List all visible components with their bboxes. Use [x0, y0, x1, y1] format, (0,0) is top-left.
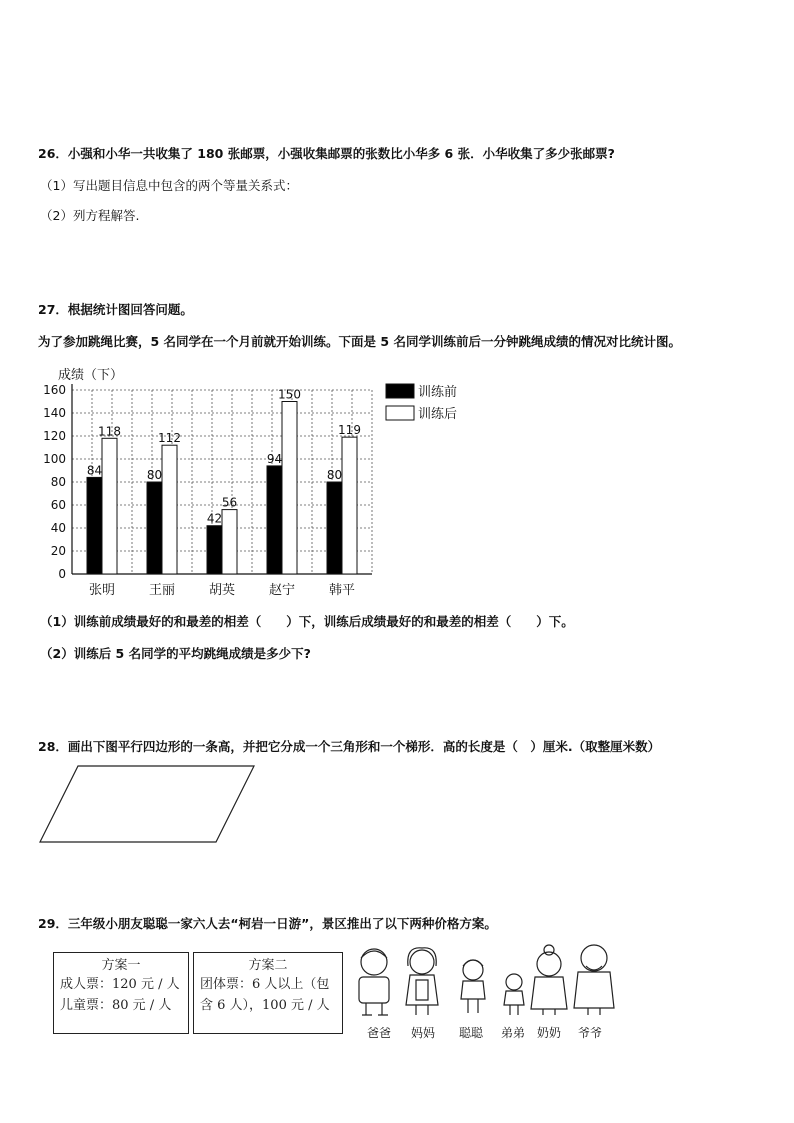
congcong-figure: [461, 960, 485, 1013]
data-label: 118: [98, 424, 121, 439]
q27-intro: 为了参加跳绳比赛，5 名同学在一个月前就开始训练。下面是 5 名同学训练前后一分钟跳绳成绩的情况对比统计图。: [38, 334, 681, 349]
q26-stem: 26．小强和小华一共收集了 180 张邮票，小强收集邮票的张数比小华多 6 张．小华收集了多少张邮票?: [38, 146, 615, 161]
plan2-line2: 含 6 人），100 元 / 人: [200, 998, 330, 1013]
data-label: 84: [86, 463, 103, 478]
data-label: 80: [326, 468, 343, 482]
q28-stem: 28．画出下图平行四边形的一条高，并把它分成一个三角形和一个梯形．高的长度是（ ）厘米.（取整厘米数）: [38, 739, 661, 754]
q27-part1: （1）训练前成绩最好的和最差的相差（ ）下，训练后成绩最好的和最差的相差（ ）下。: [40, 614, 574, 629]
x-tick-label: 韩平: [328, 583, 356, 598]
y-tick-label: 140: [43, 406, 66, 420]
dad-figure: [359, 949, 389, 1015]
x-tick-label: 赵宁: [268, 583, 296, 598]
y-tick-label: 20: [50, 544, 66, 558]
y-axis-label: 成绩（下）: [58, 368, 124, 383]
plan1-line2: 儿童票：80 元 / 人: [60, 998, 172, 1013]
label-grandpa: 爷爷: [578, 1026, 603, 1040]
label-congcong: 聪聪: [459, 1026, 484, 1040]
data-label: 42: [206, 511, 223, 526]
data-label: 150: [278, 387, 301, 402]
label-brother: 弟弟: [501, 1026, 526, 1040]
mom-figure: [406, 948, 438, 1015]
y-tick-label: 120: [43, 429, 66, 443]
y-tick-label: 100: [43, 452, 66, 466]
y-tick-label: 160: [43, 383, 66, 397]
plan1-line1: 成人票：120 元 / 人: [60, 977, 180, 992]
label-mom: 妈妈: [411, 1026, 436, 1040]
label-dad: 爸爸: [367, 1026, 392, 1040]
x-tick-label: 胡英: [208, 583, 236, 598]
plan2-title: 方案二: [248, 958, 288, 973]
grandpa-figure: [574, 945, 614, 1015]
q26-part2: （2）列方程解答.: [40, 208, 140, 223]
q27-part2: （2）训练后 5 名同学的平均跳绳成绩是多少下?: [40, 646, 311, 661]
x-tick-label: 张明: [88, 583, 116, 598]
y-tick-label: 0: [58, 567, 66, 581]
y-tick-label: 80: [50, 475, 66, 489]
plan2-line1: 团体票：6 人以上（包: [200, 977, 330, 992]
y-tick-label: 60: [50, 498, 66, 512]
legend-label: 训练前: [418, 385, 458, 400]
q26-part1: （1）写出题目信息中包含的两个等量关系式：: [40, 178, 298, 193]
brother-figure: [504, 974, 524, 1015]
data-label: 56: [221, 495, 238, 510]
q29-stem: 29．三年级小朋友聪聪一家六人去“柯岩一日游”，景区推出了以下两种价格方案。: [38, 916, 497, 931]
data-label: 119: [338, 423, 361, 438]
data-label: 94: [266, 451, 283, 466]
grandma-figure: [531, 945, 567, 1015]
x-tick-label: 王丽: [148, 583, 176, 598]
y-tick-label: 40: [50, 521, 66, 535]
q27-stem: 27．根据统计图回答问题。: [38, 302, 193, 317]
data-label: 80: [146, 468, 163, 482]
data-label: 112: [158, 431, 181, 446]
legend-label: 训练后: [418, 407, 458, 422]
label-grandma: 奶奶: [537, 1026, 562, 1040]
plan1-title: 方案一: [101, 958, 141, 973]
